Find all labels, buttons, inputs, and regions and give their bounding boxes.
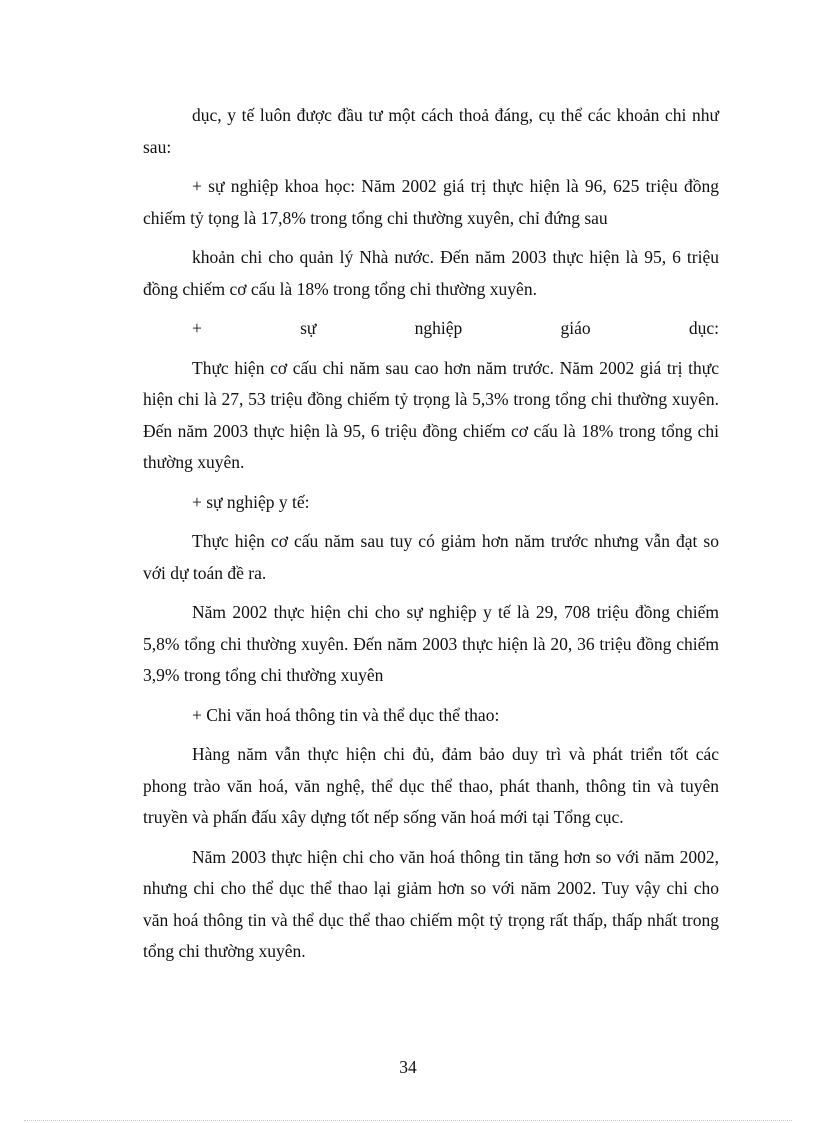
heading-culture-sports: + Chi văn hoá thông tin và thể dục thể thao: (192, 704, 500, 725)
paragraph-education: Thực hiện cơ cấu chi năm sau cao hơn năm trước. Năm 2002 giá trị thực hiện chi là 27, 53 triệu đồng chiếm tỷ trọng là 5,3% trong tổng chi thường xuyên. Đến năm 2003 thực hiện là 95, 6 triệu đồng chiếm cơ cấu là 18% trong tổng chi thường xuyên. (143, 357, 719, 472)
document-body (143, 100, 719, 976)
paragraph-health-structure: Thực hiện cơ cấu năm sau tuy có giảm hơn năm trước nhưng vẫn đạt so với dự toán đề ra. (143, 531, 719, 583)
paragraph-science: + sự nghiệp khoa học: Năm 2002 giá trị thực hiện là 96, 625 triệu đồng chiếm tỷ tọng là 17,8% trong tổng chi thường xuyên, chỉ đứng sau (143, 176, 719, 228)
paragraph-health-figures: Năm 2002 thực hiện chi cho sự nghiệp y tế là 29, 708 triệu đồng chiếm 5,8% tổng chi thường xuyên. Đến năm 2003 thực hiện là 20, 36 triệu đồng chiếm 3,9% trong tổng chi thường xuyên (143, 602, 719, 685)
heading-health: + sự nghiệp y tế: (192, 491, 310, 512)
paragraph-intro-continuation: dục, y tế luôn được đầu tư một cách thoả đáng, cụ thể các khoản chi như sau: (143, 105, 719, 157)
paragraph-science-continued: khoản chi cho quản lý Nhà nước. Đến năm 2003 thực hiện là 95, 6 triệu đồng chiếm cơ cấu là 18% trong tổng chi thường xuyên. (143, 247, 719, 299)
footer-divider (24, 1120, 792, 1121)
paragraph-culture-activities: Hàng năm vẫn thực hiện chi đủ, đảm bảo duy trì và phát triển tốt các phong trào văn hoá, văn nghệ, thể dục thể thao, phát thanh, thông tin và tuyên truyền và phấn đấu xây dựng tốt nếp sống văn hoá mới tại Tổng cục. (143, 744, 719, 827)
paragraph-culture-figures: Năm 2003 thực hiện chi cho văn hoá thông tin tăng hơn so với năm 2002, nhưng chi cho thể dục thể thao lại giảm hơn so với năm 2002. Tuy vậy chi cho văn hoá thông tin và thể dục thể thao chiếm một tỷ trọng rất thấp, thấp nhất trong tổng chi thường xuyên. (143, 846, 719, 961)
heading-education: + sự nghiệp giáo dục: (192, 318, 719, 338)
page-number: 34 (399, 1057, 417, 1077)
